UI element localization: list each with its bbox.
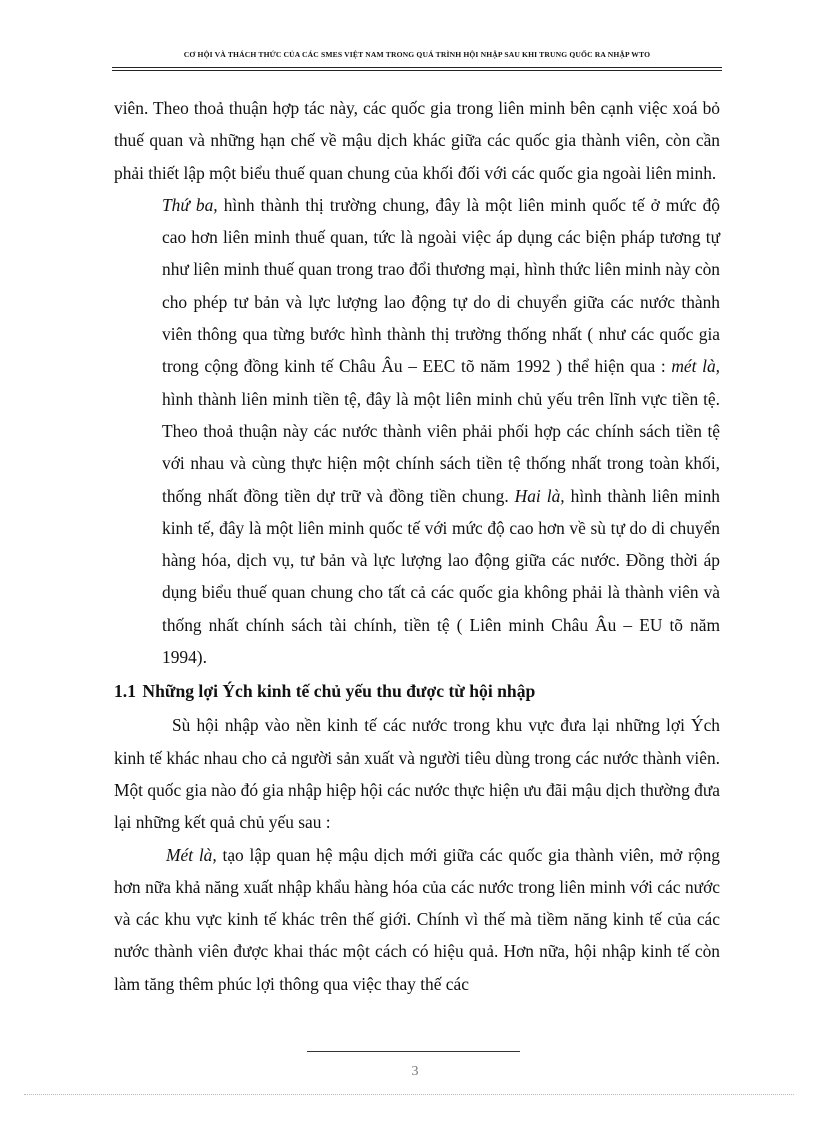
paragraph-continuation (114, 92, 720, 189)
italic-label-mot-la-2: Mét là, (166, 844, 217, 865)
paragraph-text: hình thành thị trường chung, đây là một liên minh quốc tế ở mức độ cao hơn liên minh thuế quan, tức là ngoài việc áp dụng các biện pháp tương tự như liên minh thuế quan trong trao đổi thương mại, hình thức liên minh này còn cho phép tư bản và lực lượng lao động tự do di chuyển giữa các nước thành viên thông qua từng bước hình thành thị trường thống nhất ( như các quốc gia trong cộng đồng kinh tế Châu Âu – EEC tõ năm 1992 ) thể hiện qua : (162, 194, 720, 377)
running-header: CƠ HỘI VÀ THÁCH THỨC CỦA CÁC SMES VIỆT NAM TRONG QUÁ TRÌNH HỘI NHẬP SAU KHI TRUNG QUỐC RA NHẬP WTO (183, 50, 651, 59)
page-bottom-divider (24, 1094, 794, 1095)
paragraph-intro (114, 709, 720, 838)
paragraph-text: Sù hội nhập vào nền kinh tế các nước trong khu vực đưa lại những lợi Ých kinh tế khác nhau cho cả người sản xuất và người tiêu dùng trong các nước thành viên. Một quốc gia nào đó gia nhập hiệp hội các nước thực hiện ưu đãi mậu dịch thường đưa lại những kết quả chủ yếu sau : (114, 715, 720, 833)
paragraph-text: hình thành liên minh kinh tế, đây là một liên minh quốc tế với mức độ cao hơn về sù tự do di chuyển hàng hóa, dịch vụ, tư bản và lực lượng lao động giữa các nước. Đồng thời áp dụng biểu thuế quan chung cho tất cả các quốc gia không phải là thành viên và thống nhất chính sách tài chính, tiền tệ ( Liên minh Châu Âu – EU tõ năm 1994). (162, 485, 721, 668)
paragraph-text: tạo lập quan hệ mậu dịch mới giữa các quốc gia thành viên, mở rộng hơn nữa khả năng xuất nhập khẩu hàng hóa của các nước trong liên minh với các nước và các khu vực kinh tế khác trên thế giới. Chính vì thế mà tiềm năng kinh tế của các nước thành viên được khai thác một cách có hiệu quả. Hơn nữa, hội nhập kinh tế còn làm tăng thêm phúc lợi thông qua việc thay thế các (114, 844, 720, 994)
header-rule (112, 67, 722, 71)
section-title: Những lợi Ých kinh tế chủ yếu thu được từ hội nhập (142, 681, 536, 702)
paragraph-mot-la (114, 839, 720, 1000)
document-body (114, 92, 720, 1000)
italic-label-thu-ba: Thứ ba, (162, 194, 218, 215)
section-heading (114, 673, 720, 709)
footer-rule (307, 1051, 520, 1052)
section-number: 1.1 (114, 681, 136, 702)
italic-label-mot-la: mét là, (671, 356, 720, 377)
page-number: 3 (411, 1064, 419, 1079)
paragraph-text: hình thành liên minh tiền tệ, đây là một liên minh chủ yếu trên lĩnh vực tiền tệ. Theo thoả thuận này các nước thành viên phải phối hợp các chính sách tiền tệ với nhau và cùng thực hiện một chính sách tiền tệ thống nhất trong toàn khối, thống nhất đồng tiền dự trữ và đồng tiền chung. (162, 388, 720, 506)
italic-label-hai-la: Hai là, (514, 485, 565, 506)
paragraph-thu-ba (114, 189, 720, 673)
paragraph-text: viên. Theo thoả thuận hợp tác này, các quốc gia trong liên minh bên cạnh việc xoá bỏ thuế quan và những hạn chế về mậu dịch khác giữa các quốc gia thành viên, còn cần phải thiết lập một biểu thuế quan chung của khối đối với các quốc gia ngoài liên minh. (114, 98, 720, 183)
